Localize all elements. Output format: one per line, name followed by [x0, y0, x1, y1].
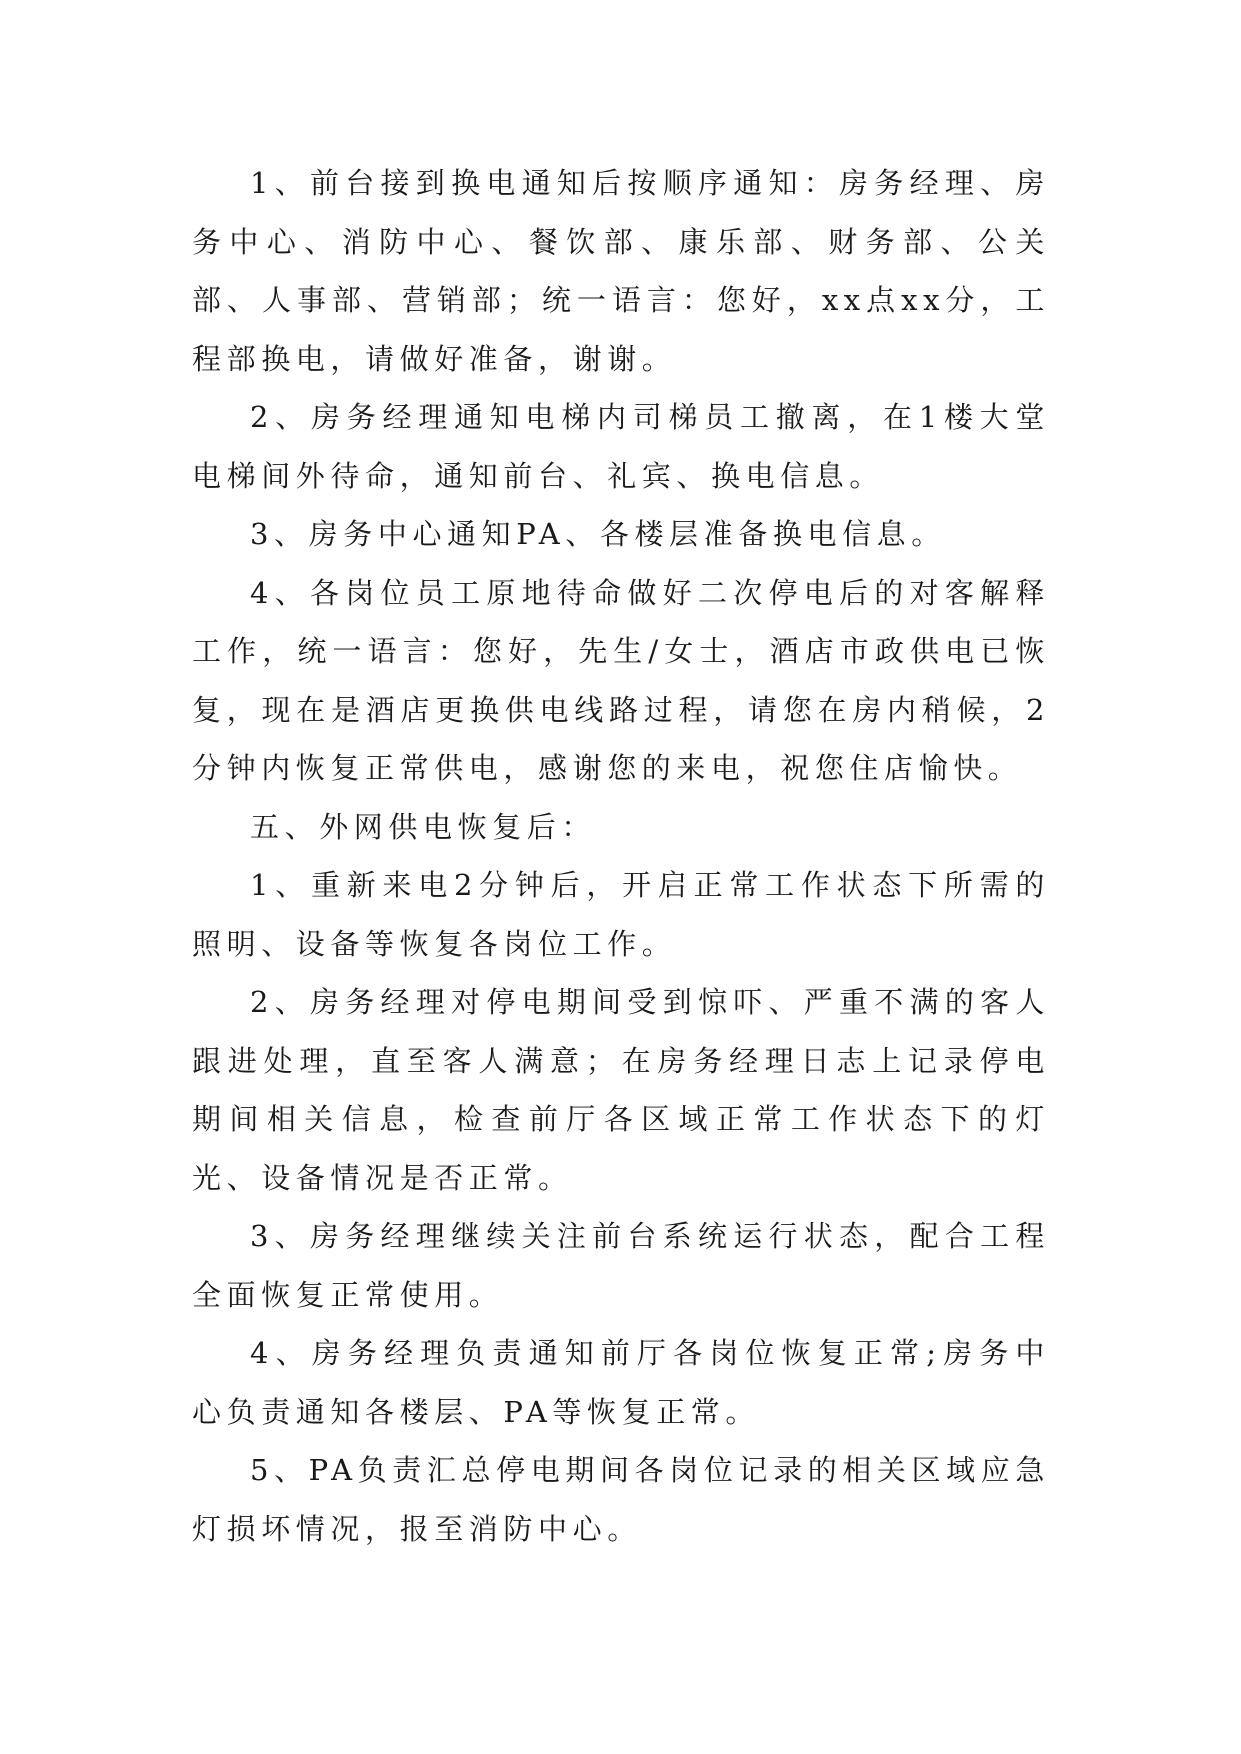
paragraph-restore-lighting: 1、重新来电2分钟后，开启正常工作状态下所需的照明、设备等恢复各岗位工作。 — [192, 868, 1050, 961]
document-body — [192, 154, 1050, 1558]
paragraph-system-monitoring: 3、房务经理继续关注前台系统运行状态，配合工程全面恢复正常使用。 — [192, 1219, 1050, 1312]
paragraph-guest-follow-up: 2、房务经理对停电期间受到惊吓、严重不满的客人跟进处理，直至客人满意；在房务经理日志上记录停电期间相关信息，检查前厅各区域正常工作状态下的灯光、设备情况是否正常。 — [192, 985, 1050, 1195]
paragraph-emergency-lights: 5、PA负责汇总停电期间各岗位记录的相关区域应急灯损坏情况，报至消防中心。 — [192, 1453, 1050, 1546]
paragraph-elevator-staff: 2、房务经理通知电梯内司梯员工撤离，在1楼大堂电梯间外待命，通知前台、礼宾、换电信息。 — [192, 400, 1050, 493]
section-heading-power-restored: 五、外网供电恢复后： — [250, 809, 597, 844]
paragraph-housekeeping-center: 3、房务中心通知PA、各楼层准备换电信息。 — [250, 517, 946, 551]
paragraph-notify-departments: 1、前台接到换电通知后按顺序通知：房务经理、房务中心、消防中心、餐饮部、康乐部、财务部、公关部、人事部、营销部；统一语言：您好，xx点xx分，工程部换电，请做好准备，谢谢。 — [192, 166, 1050, 376]
paragraph-notify-restore: 4、房务经理负责通知前厅各岗位恢复正常;房务中心负责通知各楼层、PA等恢复正常。 — [192, 1336, 1050, 1429]
paragraph-guest-explanation: 4、各岗位员工原地待命做好二次停电后的对客解释工作，统一语言：您好，先生/女士，酒店市政供电已恢复，现在是酒店更换供电线路过程，请您在房内稍候，2分钟内恢复正常供电，感谢您的来电，祝您住店愉快。 — [192, 575, 1050, 785]
